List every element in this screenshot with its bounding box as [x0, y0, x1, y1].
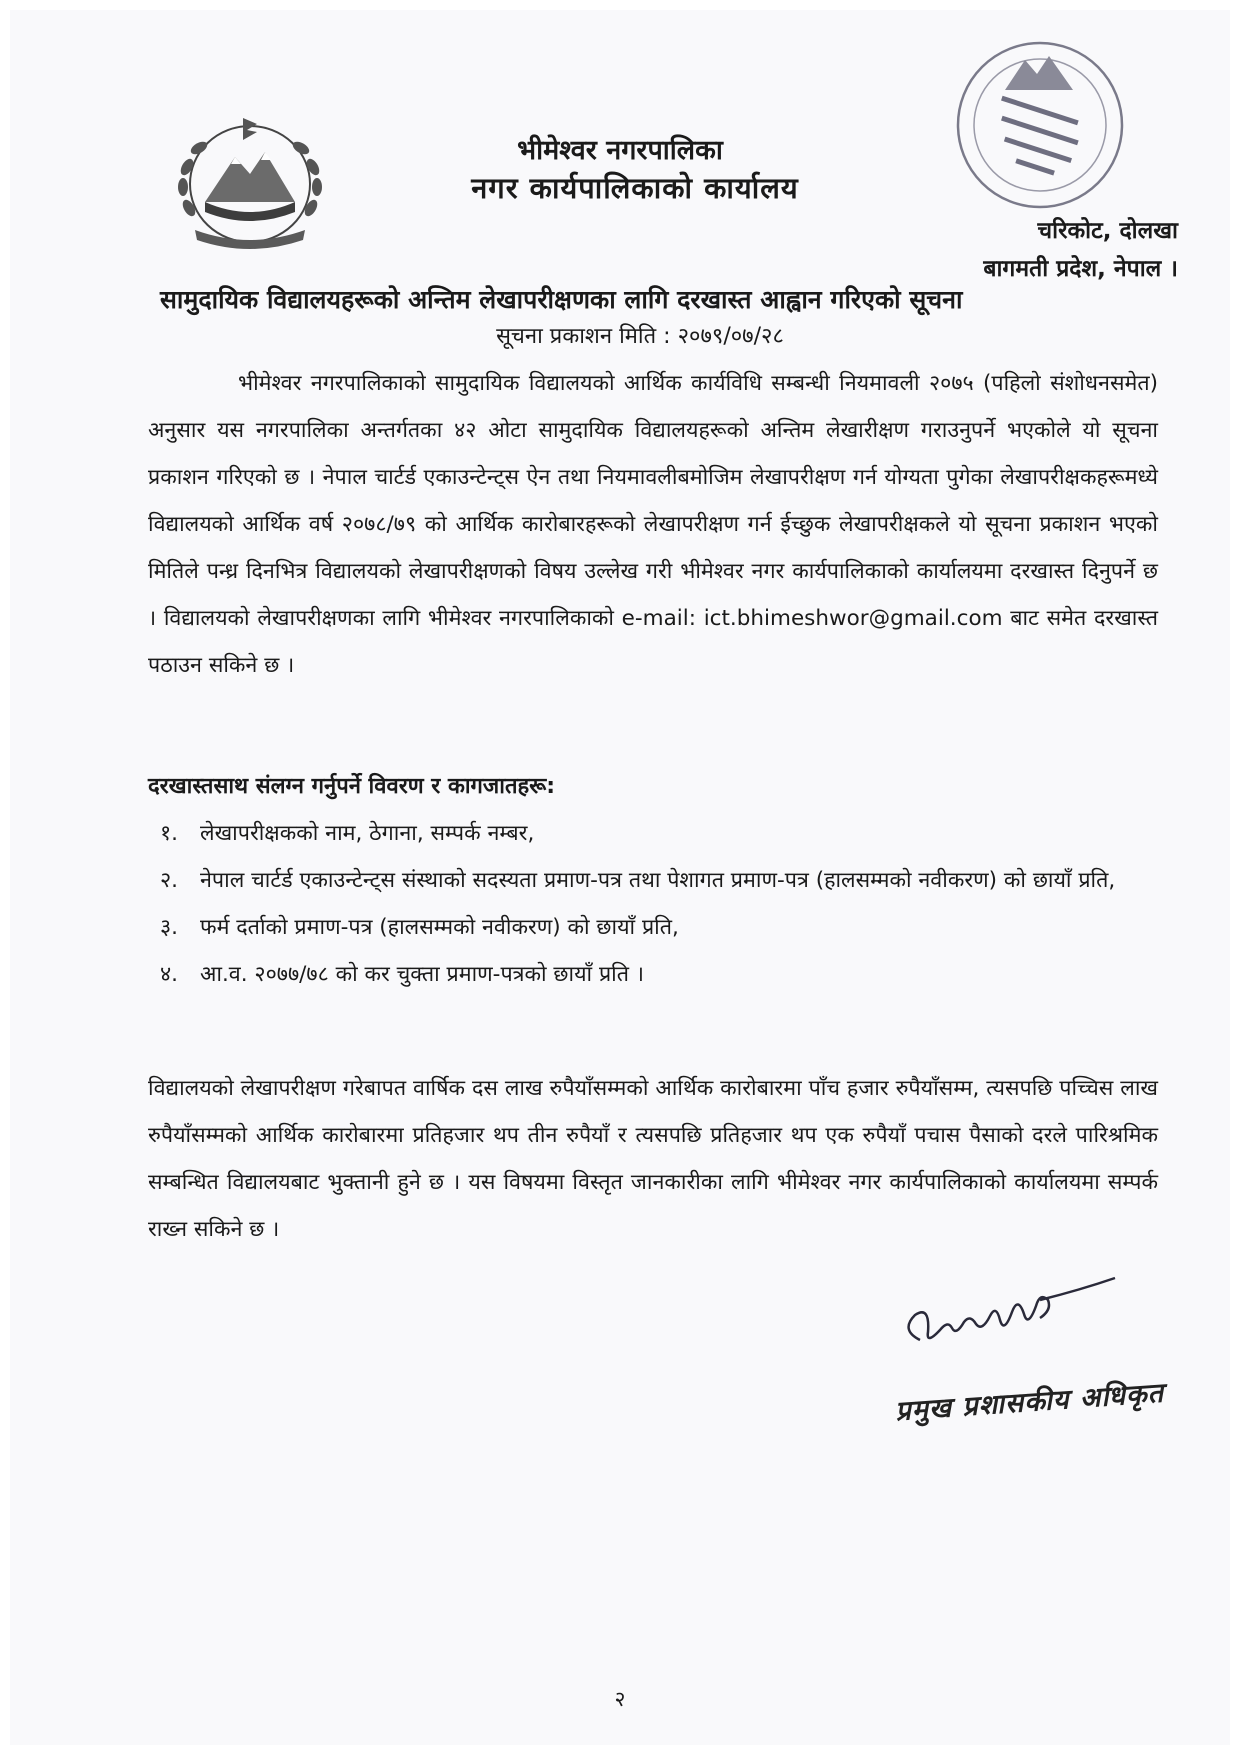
list-item	[160, 857, 1160, 904]
address-line-1: चरिकोट, दोलखा	[1037, 218, 1178, 244]
list-item-number: ३.	[160, 915, 179, 940]
list-item	[160, 904, 1160, 951]
list-item	[160, 810, 1160, 857]
list-item-number: २.	[160, 868, 179, 893]
list-item-text: आ.व. २०७७/७८ को कर चुक्ता प्रमाण-पत्रको छायाँ प्रति ।	[200, 962, 644, 987]
publication-date: सूचना प्रकाशन मिति : २०७९/०७/२८	[496, 324, 784, 349]
municipality-name: भीमेश्वर नगरपालिका	[517, 135, 723, 166]
address-line-2: बागमती प्रदेश, नेपाल ।	[983, 256, 1178, 282]
list-item-text: लेखापरीक्षकको नाम, ठेगाना, सम्पर्क नम्बर,	[200, 821, 535, 846]
notice-title: सामुदायिक विद्यालयहरूको अन्तिम लेखापरीक्षणका लागि दरखास्त आह्वान गरिएको सूचना	[160, 285, 963, 314]
office-name: नगर कार्यपालिकाको कार्यालय	[471, 171, 799, 205]
list-item-number: १.	[160, 821, 179, 846]
list-item	[160, 951, 1160, 998]
signatory-designation: प्रमुख प्रशासकीय अधिकृत	[894, 1377, 1166, 1428]
municipality-stamp-icon	[945, 30, 1135, 220]
page-number: २	[614, 1687, 626, 1711]
list-item-text: फर्म दर्ताको प्रमाण-पत्र (हालसम्मको नवीकरण) को छायाँ प्रति,	[200, 915, 679, 940]
list-item-text: नेपाल चार्टर्ड एकाउन्टेन्ट्स संस्थाको सदस्यता प्रमाण-पत्र तथा पेशागत प्रमाण-पत्र (हालसम्मको नवीकरण) को छायाँ प्रति,	[200, 868, 1116, 893]
notice-body	[148, 360, 1158, 689]
paragraph-2: विद्यालयको लेखापरीक्षण गरेबापत वार्षिक दस लाख रुपैयाँसम्मको आर्थिक कारोबारमा पाँच हजार रुपैयाँसम्म, त्यसपछि पच्चिस लाख रुपैयाँसम्मको आर्थिक कारोबारमा प्रतिहजार थप तीन रुपैयाँ र त्यसपछि प्रतिहजार थप एक रुपैयाँ पचास पैसाको दरले पारिश्रमिक सम्बन्धित विद्यालयबाट भुक्तानी हुने छ । यस विषयमा विस्तृत जानकारीका लागि भीमेश्वर नगर कार्यपालिकाको कार्यालयमा सम्पर्क राख्न सकिने छ ।	[148, 1076, 1158, 1242]
paragraph-1: भीमेश्वर नगरपालिकाको सामुदायिक विद्यालयको आर्थिक कार्यविधि सम्बन्धी नियमावली २०७५ (पहिलो संशोधनसमेत) अनुसार यस नगरपालिका अन्तर्गतका ४२ ओटा सामुदायिक विद्यालयहरूको अन्तिम लेखारीक्षण गराउनुपर्ने भएकोले यो सूचना प्रकाशन गरिएको छ । नेपाल चार्टर्ड एकाउन्टेन्ट्स ऐन तथा नियमावलीबमोजिम लेखापरीक्षण गर्न योग्यता पुगेका लेखापरीक्षकहरूमध्ये विद्यालयको आर्थिक वर्ष २०७८/७९ को आर्थिक कारोबारहरूको लेखापरीक्षण गर्न ईच्छुक लेखापरीक्षकले यो सूचना प्रकाशन भएको मितिले पन्ध्र दिनभित्र विद्यालयको लेखापरीक्षणको विषय उल्लेख गरी भीमेश्वर नगर कार्यपालिकाको कार्यालयमा दरखास्त दिनुपर्ने छ । विद्यालयको लेखापरीक्षणका लागि भीमेश्वर नगरपालिकाको e-mail: ict.bhimeshwor@gmail.com बाट समेत दरखास्त पठाउन सकिने छ ।	[148, 371, 1158, 678]
office-address	[983, 212, 1178, 288]
handwritten-signature-icon	[890, 1270, 1120, 1360]
documents-heading: दरखास्तसाथ संलग्न गर्नुपर्ने विवरण र कागजातहरू:	[148, 774, 556, 799]
list-item-number: ४.	[160, 962, 179, 987]
documents-list	[160, 810, 1160, 998]
